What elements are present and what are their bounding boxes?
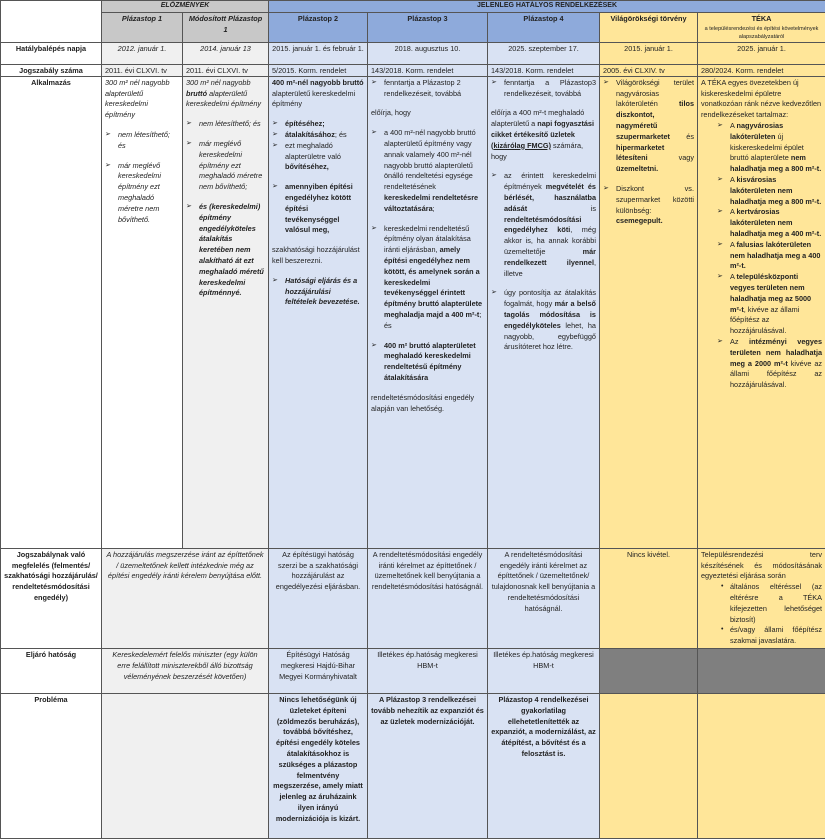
text: előírja a 400 m²-t meghaladó alapterületű a napi fogyasztási cikket értékesítő üzletek (kizárólag FMCG) számára, hogy: [491, 108, 596, 162]
bullet-list: [186, 119, 265, 299]
bullet-list: [371, 78, 484, 100]
col-header-plazastop-2: Plázastop 2: [269, 13, 368, 43]
bullet-item: ➢ A településközponti vegyes területen nem haladhatja meg az 5000 m²-t, kivéve az állami főépítész az hozzájárulásával.: [717, 272, 822, 337]
cell-value: 5/2015. Korm. rendelet: [269, 64, 368, 76]
cell-value: 2011. évi CLXVI. tv: [183, 64, 269, 76]
bullet-list: [105, 130, 179, 225]
bullet-item: ➢ úgy pontosítja az átalakítás fogalmát, hogy már a belső tagolás módosítása is engedélyköteles lehet, ha nagyobb, egybefüggő árusítóteret hoz létre.: [491, 288, 596, 353]
cell-application-p1: [102, 76, 183, 548]
col-header-heritage-law: Világörökségi törvény: [600, 13, 698, 43]
cell-application-teka: [698, 76, 825, 548]
cell-authority-p4: Illetékes ép.hatóság megkeresi HBM-t: [488, 648, 600, 693]
bullet-item: ➢ ezt meghaladó alapterületre való bővítéséhez,: [272, 141, 364, 173]
cell-compliance-previous: A hozzájárulás megszerzése iránt az építtetőnek / üzemeltetőnek kellett intézkednie még az építési engedély iránti kérelem benyújtása előtt.: [102, 548, 269, 648]
cell-value: 2018. augusztus 10.: [368, 42, 488, 64]
bullet-list: [491, 78, 596, 100]
bullet-item: ➢ nem létesíthető; és: [105, 130, 179, 152]
cell-problem-p3: A Plázastop 3 rendelkezései tovább nehezítik az expanziót és az üzletek modernizációját.: [368, 693, 488, 838]
cell-application-p1-modified: [183, 76, 269, 548]
bullet-item: ➢ Világörökségi terület nagyvárosias lakóterületén tilos diszkontot, nagyméretű szupermarketet és hipermarketet létesíteni vagy üzemeltetni.: [603, 78, 694, 175]
bullet-list: [371, 128, 484, 384]
bullet-item: ➢ a 400 m²-nél nagyobb bruttó alapterületű építmény vagy annak valamely 400 m²-nél nagyobb bruttó alapterületű önálló rendeltetési egysége rendeltetésének kereskedelmi rendeltetésre változtatására;: [371, 128, 484, 214]
col-header-plazastop-3: Plázastop 3: [368, 13, 488, 43]
col-header-modified-plazastop-1: Módosított Plázastop 1: [183, 13, 269, 43]
bullet-list: [491, 171, 596, 353]
bullet-item: ➢ nem létesíthető; és: [186, 119, 265, 130]
cell-value: 2011. évi CLXVI. tv: [102, 64, 183, 76]
cell-application-p4: [488, 76, 600, 548]
cell-value: 143/2018. Korm. rendelet: [488, 64, 600, 76]
cell-problem-p2: Nincs lehetőségünk új üzleteket építeni (zöldmezős beruházás), továbbá bővítéshez, építési engedély köteles átalakításokhoz is szükséges a plázastop felmentvény megszerzése, amely miatt jelenleg az áruházaink ilyen irányú modernizációja is kizárt.: [269, 693, 368, 838]
cell-value: 2015. január 1. és február 1.: [269, 42, 368, 64]
text: rendeltetésmódosítási engedély alapján van lehetőség.: [371, 393, 484, 415]
teka-title: TÉKA: [701, 14, 822, 25]
group-header-row: [1, 1, 825, 13]
cell-compliance-heritage: Nincs kivétel.: [600, 548, 698, 648]
bullet-item: ➢ A falusias lakóterületen nem haladhatja meg a 400 m²-t.: [717, 240, 822, 272]
text: 300 m² nél nagyobb alapterületű kereskedelmi építmény: [105, 78, 179, 121]
bullet-item: ➢ Az intézményi vegyes területen nem haladhatja meg a 2000 m²-t kivéve az állami főépítész az hozzájárulásával.: [717, 337, 822, 391]
row-problem: [1, 693, 825, 838]
bullet-item: ➢ átalakításához; és: [272, 130, 364, 141]
col-header-teka: [698, 13, 825, 43]
cell-compliance-p3: A rendeltetésmódosítási engedély iránti kérelmet az építtetőnek / üzemeltetőnek kell benyújtania a rendeltetésmódosítási hatóságnál.: [368, 548, 488, 648]
row-label: Hatálybalépés napja: [1, 42, 102, 64]
bullet-list: [717, 582, 822, 647]
cell-authority-previous: Kereskedelemért felelős miniszter (egy külön erre felállított miniszterekből álló bizottság véleményének beszerzését követően): [102, 648, 269, 693]
cell-value: 2025. január 1.: [698, 42, 825, 64]
col-header-plazastop-1: Plázastop 1: [102, 13, 183, 43]
bullet-item: ➢ fenntartja a Plázastop3 rendelkezéseit, továbbá: [491, 78, 596, 100]
text: előírja, hogy: [371, 108, 484, 119]
row-law-number: [1, 64, 825, 76]
cell-value: 2012. január 1.: [102, 42, 183, 64]
row-authority: [1, 648, 825, 693]
bullet-item: ➢ A kertvárosias lakóterületen nem haladhatja meg a 400 m²-t.: [717, 207, 822, 239]
bullet-item: ➢ építéséhez;: [272, 119, 364, 130]
group-current: JELENLEG HATÁLYOS RENDELKEZÉSEK: [269, 1, 825, 13]
cell-problem-heritage: [600, 693, 698, 838]
row-label: Probléma: [1, 693, 102, 838]
teka-subtitle: a településrendezési és építési követelmények alapszabályzatáról: [701, 25, 822, 41]
row-label: Jogszabálynak való megfelelés (felmentés/ szakhatósági hozzájárulás/ rendeltetésmódosítási engedély): [1, 548, 102, 648]
text: 400 m²-nél nagyobb bruttó alapterületű kereskedelmi építmény: [272, 78, 364, 110]
row-label: Jogszabály száma: [1, 64, 102, 76]
bullet-list: [272, 119, 364, 236]
column-header-row: [1, 13, 825, 43]
col-header-plazastop-4: Plázastop 4: [488, 13, 600, 43]
cell-authority-teka-empty: [698, 648, 825, 693]
cell-value: 2025. szeptember 17.: [488, 42, 600, 64]
text: A TÉKA egyes övezetekben új kiskereskedelmi épületre vonatkozóan ránk nézve kedvezőtlen rendelkezéseket tartalmaz:: [701, 78, 822, 121]
row-compliance: [1, 548, 825, 648]
cell-authority-heritage-empty: [600, 648, 698, 693]
row-label: Eljáró hatóság: [1, 648, 102, 693]
bullet-item: ➢ 400 m² bruttó alapterületet meghaladó kereskedelmi rendeltetésű építmény átalakítására: [371, 341, 484, 384]
bullet-item: ➢ Diszkont vs. szupermarket közötti különbség: csemegepult.: [603, 184, 694, 227]
bullet-item: ➢ az érintett kereskedelmi építmények megvételét és bérlését, használatba adását is rendeltetésmódosítási engedélyhez köti, még akkor is, ha annak korábbi üzemeltetője már rendelkezett ilyennel, illetve: [491, 171, 596, 279]
cell-value: 2015. január 1.: [600, 42, 698, 64]
row-effective-date: [1, 42, 825, 64]
text: 300 m² nél nagyobb bruttó alapterületű kereskedelmi építmény: [186, 78, 265, 110]
bullet-item: ➢ fenntartja a Plázastop 2 rendelkezéseit, továbbá: [371, 78, 484, 100]
bullet-item: ➢ Hatósági eljárás és a hozzájárulási feltételek bevezetése.: [272, 276, 364, 308]
bullet-item: ➢ amennyiben építési engedélyhez kötött építési tevékenységgel valósul meg,: [272, 182, 364, 236]
cell-application-heritage: [600, 76, 698, 548]
bullet-item: • általános eltéréssel (az eltérésre a TÉKA kifejezetten lehetőséget biztosít): [717, 582, 822, 625]
cell-value: 280/2024. Korm. rendelet: [698, 64, 825, 76]
bullet-item: ➢ már meglévő kereskedelmi építmény ezt meghaladó méretre nem bővíthető;: [186, 139, 265, 193]
bullet-item: ➢ már meglévő kereskedelmi építmény ezt meghaladó méretre nem bővíthető.: [105, 161, 179, 226]
cell-value: 2014. január 13: [183, 42, 269, 64]
cell-authority-p2: Építésügyi Hatóság megkeresi Hajdú-Bihar Megyei Kormányhivatalt: [269, 648, 368, 693]
text: szakhatósági hozzájárulást kell beszerezni.: [272, 245, 364, 267]
cell-problem-teka: [698, 693, 825, 838]
cell-compliance-p2: Az építésügyi hatóság szerzi be a szakhatósági hozzájárulást az engedélyezési eljárásban.: [269, 548, 368, 648]
cell-problem-previous: [102, 693, 269, 838]
bullet-item: ➢ A kisvárosias lakóterületen nem haladhatja meg a 800 m²-t.: [717, 175, 822, 207]
corner-cell: [1, 1, 102, 43]
cell-value: 2005. évi CLXIV. tv: [600, 64, 698, 76]
bullet-list: [717, 121, 822, 391]
bullet-item: ➢ kereskedelmi rendeltetésű építmény olyan átalakítása iránti eljárásban, amely építési engedélyhez nem kötött, és amelynek során a kereskedelmi tevékenységgel érintett építmény bruttó alapterülete meghaladja majd a 400 m²-t; és: [371, 224, 484, 332]
cell-authority-p3: Illetékes ép.hatóság megkeresi HBM-t: [368, 648, 488, 693]
cell-compliance-p4: A rendeltetésmódosítási engedély iránti kérelmet az építtetőnek / üzemeltetőnek/ tulajdonosnak kell benyújtania a rendeltetésmódosítási hatóságnál.: [488, 548, 600, 648]
bullet-item: ➢ és (kereskedelmi) építmény engedélyköteles átalakítás keretében nem alakítható át ezt meghaladó méretű kereskedelmi építménnyé.: [186, 202, 265, 299]
cell-compliance-teka: [698, 548, 825, 648]
bullet-list: [272, 276, 364, 308]
row-application: [1, 76, 825, 548]
cell-application-p2: [269, 76, 368, 548]
bullet-item: ➢ A nagyvárosias lakóterületen új kiskereskedelmi épület bruttó alapterülete nem haladhatja meg a 800 m²-t.: [717, 121, 822, 175]
cell-value: 143/2018. Korm. rendelet: [368, 64, 488, 76]
bullet-list: [603, 78, 694, 227]
group-previous: ELŐZMÉNYEK: [102, 1, 269, 13]
bullet-item: • és/vagy állami főépítész szakmai javaslatára.: [717, 625, 822, 647]
row-label: Alkalmazás: [1, 76, 102, 548]
cell-application-p3: [368, 76, 488, 548]
cell-problem-p4: Plázastop 4 rendelkezései gyakorlatilag ellehetetlenítették az expanziót, a modernizálást, az átépítést, a bővítést és a felosztást is.: [488, 693, 600, 838]
text: Településrendezési terv készítésének és módosításának egyeztetési eljárása során: [701, 550, 822, 582]
